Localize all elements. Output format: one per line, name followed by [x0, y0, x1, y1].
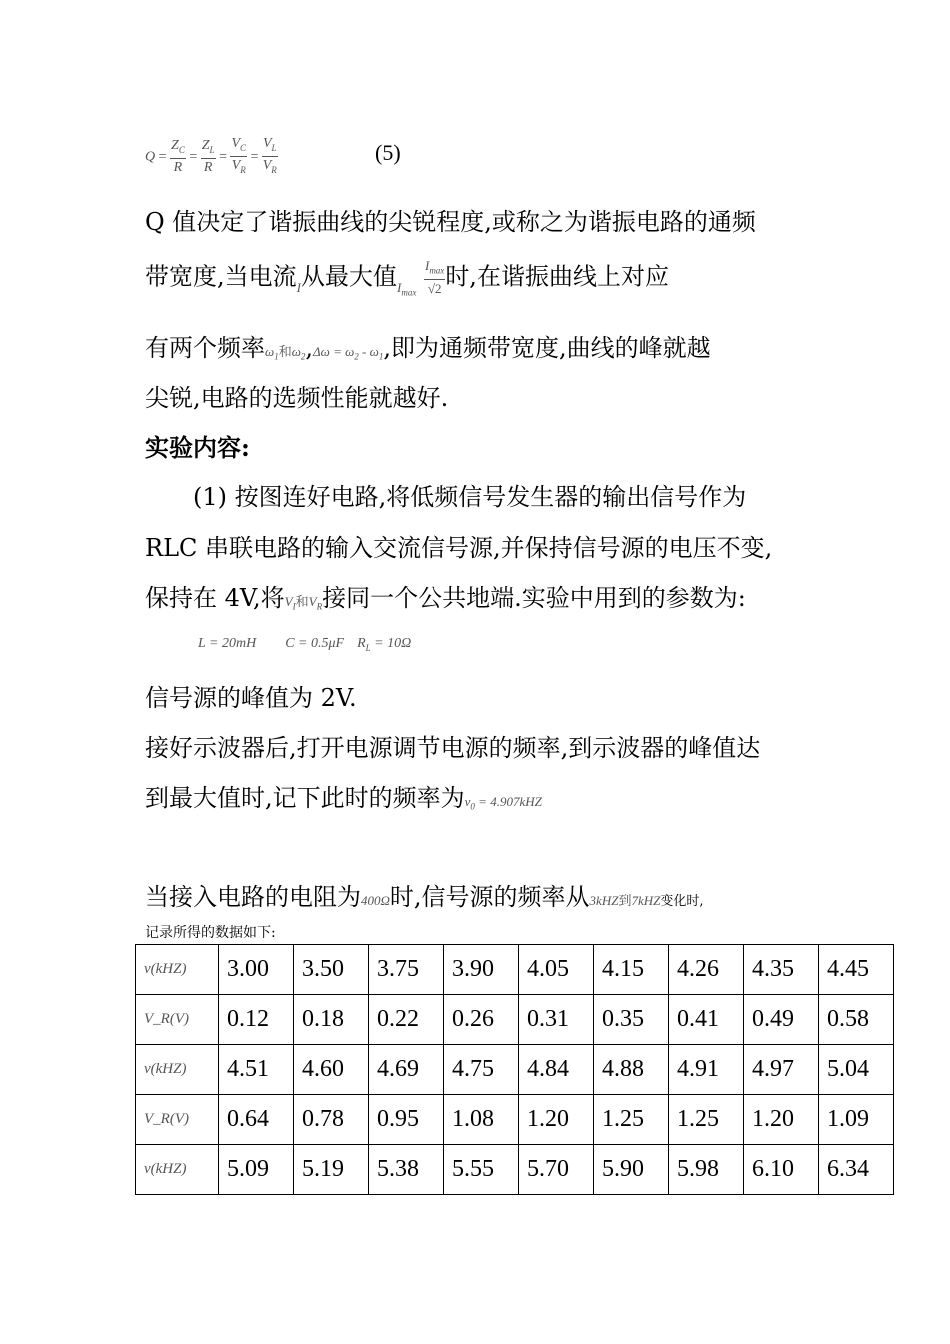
para3-line2: 接好示波器后,打开电源调节电源的频率,到示波器的峰值达	[145, 734, 761, 762]
table-cell: 0.18	[294, 995, 369, 1045]
para1-line1: Q 值决定了谐振曲线的尖锐程度,或称之为谐振电路的通频	[145, 208, 756, 236]
fraction-vc-vr: $\frac{V_C}{V_R}$	[231, 136, 247, 175]
table-cell: 0.49	[744, 995, 819, 1045]
table-row	[136, 995, 894, 1045]
table-cell: 1.08	[444, 1095, 519, 1145]
table-cell: 5.38	[369, 1145, 444, 1195]
table-cell: 0.26	[444, 995, 519, 1045]
table-row	[136, 1095, 894, 1145]
fraction-zc-r: $\frac{Z_C}{R}$	[171, 137, 185, 175]
para4-line1: 当接入电路的电阻为400Ω时,信号源的频率从3kHZ到7kHZ变化时,	[145, 883, 704, 911]
table-cell: 3.50	[294, 945, 369, 995]
table-cell: 4.15	[594, 945, 669, 995]
table-row	[136, 1145, 894, 1195]
parameters: L = 20mH C = 0.5μF $R_L = 10\Omega$	[198, 636, 412, 653]
table-cell: 5.90	[594, 1145, 669, 1195]
table-cell: 4.75	[444, 1045, 519, 1095]
fraction-imax-sqrt2: $\frac{I_{max}}{√2}$	[424, 258, 445, 296]
row-label: ν(kHZ)	[136, 945, 219, 995]
table-cell: 0.35	[594, 995, 669, 1045]
table-cell: 0.12	[219, 995, 294, 1045]
row-label: V_R(V)	[136, 1095, 219, 1145]
para3-line1: 信号源的峰值为 2V.	[145, 684, 357, 712]
table-cell: 4.97	[744, 1045, 819, 1095]
table-cell: 5.55	[444, 1145, 519, 1195]
table-cell: 4.91	[669, 1045, 744, 1095]
table-cell: 5.04	[819, 1045, 894, 1095]
table-cell: 6.34	[819, 1145, 894, 1195]
table-cell: 4.60	[294, 1045, 369, 1095]
table-cell: 3.75	[369, 945, 444, 995]
fraction-zl-r: $\frac{Z_L}{R}$	[201, 137, 215, 175]
para1-line3: 有两个频率$\omega_1$和$\omega_2,\Delta\omega = \omega_2 - \omega_1$,即为通频带宽度,曲线的峰就越	[145, 334, 711, 362]
table-cell: 4.26	[669, 945, 744, 995]
formula-q: Q	[145, 149, 156, 165]
formula-5: Q = $\frac{Z_C}{R}$ = $\frac{Z_L}{R}$ = $\frac{V_C}{V_R}$ = $\frac{V_L}{V_R}$	[145, 136, 278, 179]
table-cell: 0.22	[369, 995, 444, 1045]
para3-line3: 到最大值时,记下此时的频率为$\nu_0 = 4.907kHZ$	[145, 784, 542, 812]
table-cell: 4.45	[819, 945, 894, 995]
para2-line3: 保持在 4V,将$V_I$和$V_R$接同一个公共地端.实验中用到的参数为:	[145, 584, 746, 612]
table-cell: 0.64	[219, 1095, 294, 1145]
table-cell: 0.41	[669, 995, 744, 1045]
table-cell: 0.31	[519, 995, 594, 1045]
table-row	[136, 1045, 894, 1095]
fraction-vl-vr: $\frac{V_L}{V_R}$	[262, 136, 277, 175]
table-cell: 4.84	[519, 1045, 594, 1095]
para4-line2: 记录所得的数据如下:	[145, 925, 276, 941]
data-table	[135, 944, 894, 1195]
table-cell: 1.25	[669, 1095, 744, 1145]
table-cell: 0.58	[819, 995, 894, 1045]
table-cell: 1.20	[744, 1095, 819, 1145]
para1-line2: 带宽度,当电流$_I$从最大值$_{I_{max}}$ $\frac{I_{max}}{√2}$ 时,在谐振曲线上对应	[145, 258, 669, 298]
table-cell: 0.95	[369, 1095, 444, 1145]
table-cell: 6.10	[744, 1145, 819, 1195]
table-cell: 5.19	[294, 1145, 369, 1195]
table-cell: 4.35	[744, 945, 819, 995]
para1-line4: 尖锐,电路的选频性能就越好.	[145, 384, 449, 412]
section-heading: 实验内容:	[145, 433, 250, 462]
table-cell: 4.88	[594, 1045, 669, 1095]
row-label: V_R(V)	[136, 995, 219, 1045]
table-cell: 5.09	[219, 1145, 294, 1195]
equation-number: (5)	[375, 140, 401, 165]
table-cell: 1.09	[819, 1095, 894, 1145]
table-cell: 4.51	[219, 1045, 294, 1095]
table-cell: 4.69	[369, 1045, 444, 1095]
table-row	[136, 945, 894, 995]
row-label: ν(kHZ)	[136, 1145, 219, 1195]
table-cell: 5.70	[519, 1145, 594, 1195]
table-cell: 1.20	[519, 1095, 594, 1145]
table-cell: 5.98	[669, 1145, 744, 1195]
table-cell: 3.90	[444, 945, 519, 995]
table-cell: 1.25	[594, 1095, 669, 1145]
table-cell: 4.05	[519, 945, 594, 995]
table-cell: 0.78	[294, 1095, 369, 1145]
para2-line2: RLC 串联电路的输入交流信号源,并保持信号源的电压不变,	[145, 534, 773, 562]
row-label: ν(kHZ)	[136, 1045, 219, 1095]
para2-line1: (1) 按图连好电路,将低频信号发生器的输出信号作为	[193, 483, 747, 511]
table-cell: 3.00	[219, 945, 294, 995]
